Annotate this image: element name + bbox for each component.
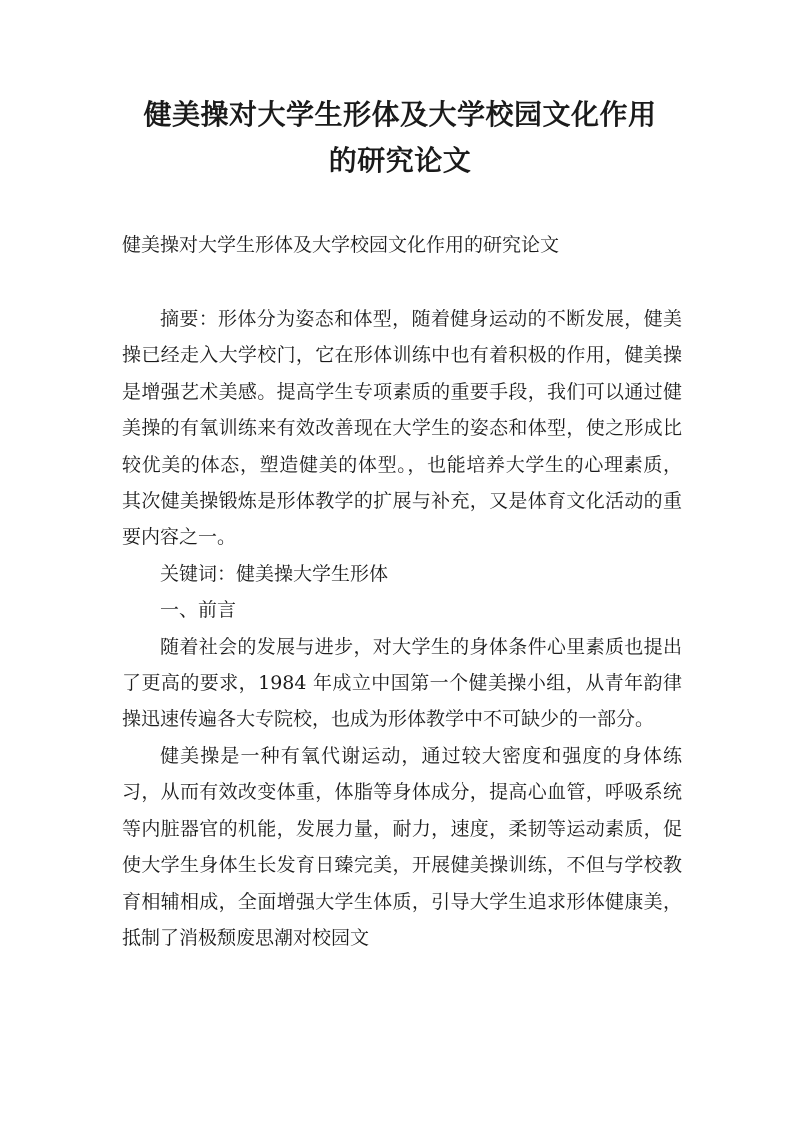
section-heading-preface: 一、前言 — [160, 599, 237, 622]
document-title — [60, 92, 740, 184]
abstract-paragraph: 摘要：形体分为姿态和体型，随着健身运动的不断发展，健美操已经走入大学校门，它在形体训练中也有着积极的作用，健美操是增强艺术美感。提高学生专项素质的重要手段，我们可以通过健美操的有氧训练来有效改善现在大学生的姿态和体型，使之形成比较优美的体态，塑造健美的体型。，也能培养大学生的心理素质，其次健美操锻炼是形体教学的扩展与补充，又是体育文化活动的重要内容之一。 — [122, 308, 682, 549]
document-subtitle: 健美操对大学生形体及大学校园文化作用的研究论文 — [122, 234, 560, 256]
body-paragraph-2: 健美操是一种有氧代谢运动，通过较大密度和强度的身体练习，从而有效改变体重，体脂等身体成分，提高心血管，呼吸系统等内脏器官的机能，发展力量，耐力，速度，柔韧等运动素质，促使大学生身体生长发育日臻完美，开展健美操训练，不但与学校教育相辅相成，全面增强大学生体质，引导大学生追求形体健康美，抵制了消极颓废思潮对校园文 — [122, 744, 682, 949]
title-line-1: 健美操对大学生形体及大学校园文化作用 — [143, 98, 657, 131]
document-body — [122, 301, 682, 956]
body-paragraph-1: 随着社会的发展与进步，对大学生的身体条件心里素质也提出了更高的要求，1984 年成立中国第一个健美操小组，从青年韵律操迅速传遍各大专院校，也成为形体教学中不可缺少的一部分。 — [122, 635, 682, 731]
title-line-2: 的研究论文 — [328, 144, 472, 177]
keywords-line: 关键词：健美操大学生形体 — [160, 562, 389, 585]
